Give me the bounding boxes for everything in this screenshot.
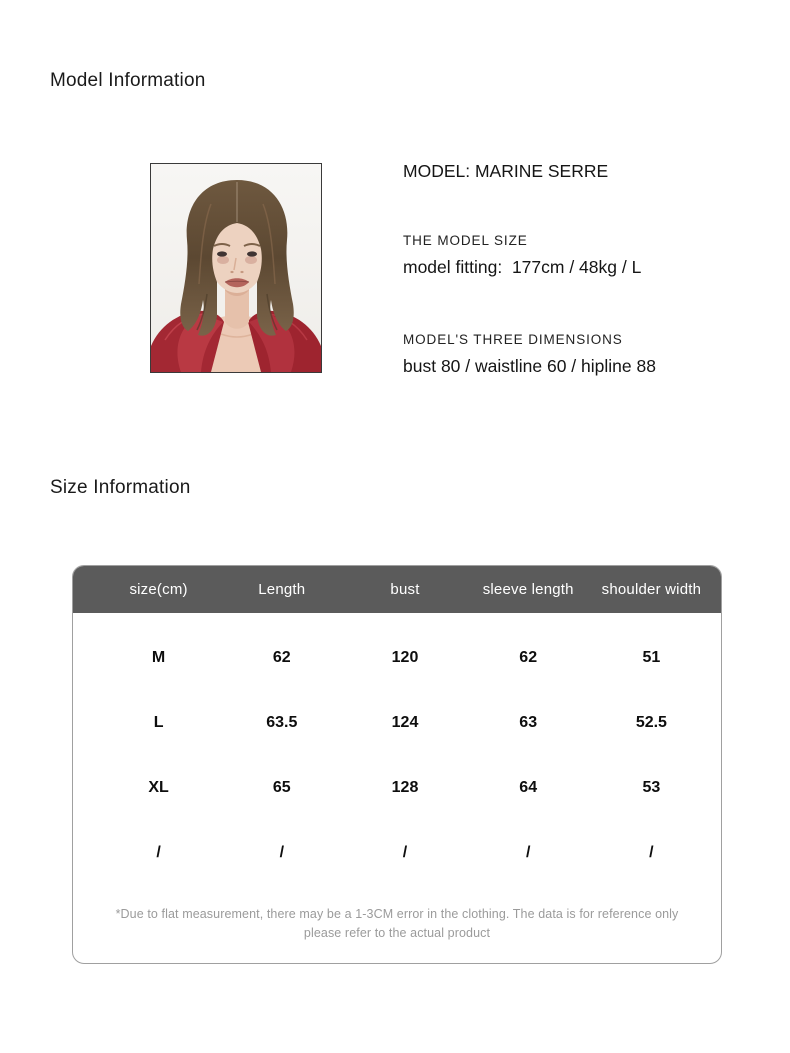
cell-value: / (525, 843, 531, 861)
model-dimensions-line: bust 80 / waistline 60 / hipline 88 (403, 356, 656, 376)
column-header-shoulder-width: shoulder width (601, 581, 702, 598)
model-portrait-illustration (151, 164, 321, 372)
table-row-empty (73, 820, 721, 885)
cell-value: 128 (391, 778, 419, 796)
cell-size: L (153, 713, 164, 731)
model-fitting-line: model fitting: 177cm / 48kg / L (403, 257, 642, 277)
size-information-heading: Size Information (50, 477, 191, 498)
cell-value: 53 (642, 778, 661, 796)
model-name-line: MODEL: MARINE SERRE (403, 161, 609, 181)
disclaimer-line-2: please refer to the actual product (303, 926, 491, 940)
model-size-label: THE MODEL SIZE (403, 233, 528, 248)
cell-value: 62 (519, 648, 538, 666)
model-dimensions-label: MODEL'S THREE DIMENSIONS (403, 332, 623, 347)
model-photo (150, 163, 322, 373)
cell-size: / (156, 843, 161, 861)
cell-value: 51 (642, 648, 661, 666)
column-header-size: size(cm) (129, 581, 188, 598)
column-header-length: Length (258, 581, 306, 598)
cell-size: M (151, 648, 166, 666)
column-header-sleeve-length: sleeve length (482, 581, 574, 598)
cell-value: 52.5 (635, 713, 667, 731)
table-row-xl (73, 755, 721, 820)
cell-value: 65 (272, 778, 291, 796)
cell-value: / (402, 843, 408, 861)
model-information-heading: Model Information (50, 70, 206, 91)
cell-value: / (649, 843, 654, 861)
cell-value: 64 (519, 778, 538, 796)
measurement-disclaimer (73, 905, 721, 943)
table-row-m (73, 625, 721, 690)
size-table-body (73, 613, 721, 885)
cell-value: 62 (272, 648, 291, 666)
size-table (72, 565, 722, 964)
column-header-bust: bust (390, 581, 420, 598)
disclaimer-line-1: *Due to flat measurement, there may be a 1-3CM error in the clothing. The data is for reference only (115, 907, 679, 921)
cell-value: / (279, 843, 285, 861)
cell-value: 124 (391, 713, 419, 731)
cell-size: XL (148, 778, 169, 796)
cell-value: 63 (519, 713, 538, 731)
size-table-header-row (73, 566, 721, 613)
cell-value: 63.5 (266, 713, 298, 731)
cell-value: 120 (391, 648, 419, 666)
table-row-l (73, 690, 721, 755)
